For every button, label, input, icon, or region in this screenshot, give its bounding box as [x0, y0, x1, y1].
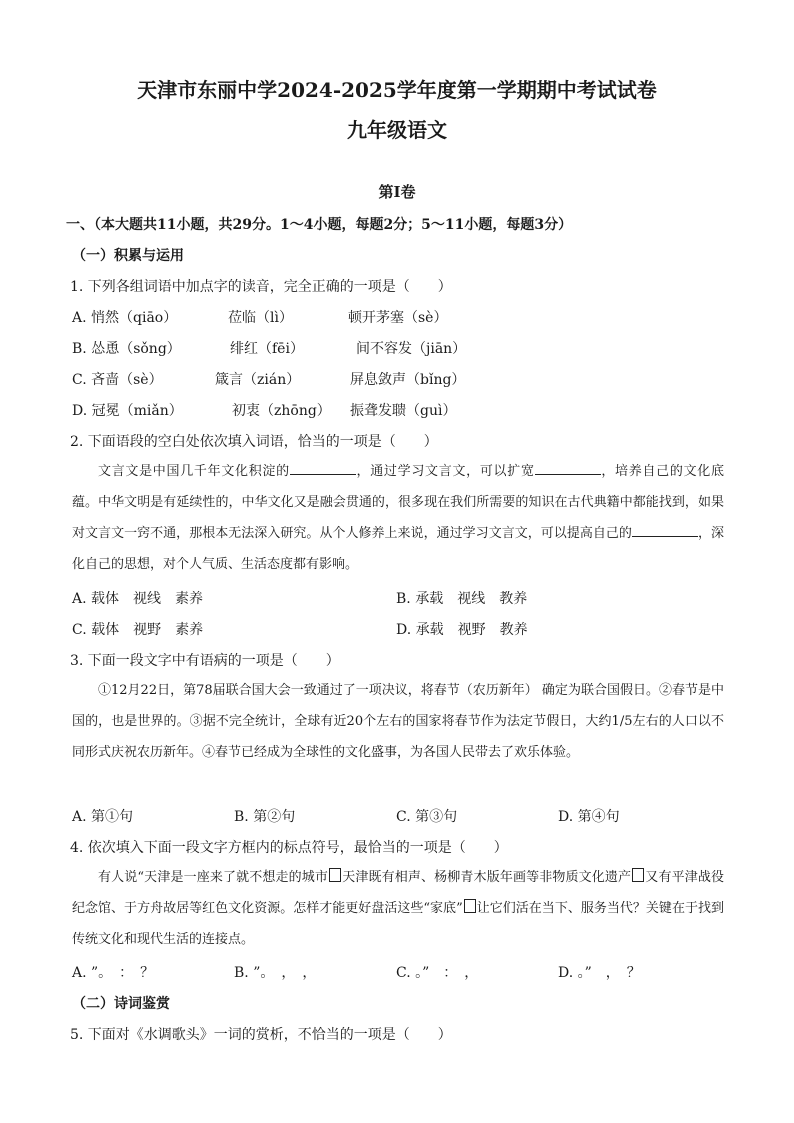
subsection-heading-2: （二）诗词鉴赏	[72, 996, 170, 1012]
q2-option-c: C. 载体 视野 素养	[72, 622, 204, 638]
punctuation-box-1	[329, 868, 341, 882]
exam-subtitle: 九年级语文	[347, 118, 447, 142]
q4-passage-part-1: 有人说“天津是一座来了就不想走的城市	[98, 870, 329, 885]
section-heading: 一、（本大题共11小题，共29分。1～4小题，每题2分；5～11小题，每题3分）	[66, 217, 573, 233]
q2-passage-part-2: ，通过学习文言文，可以扩宽	[355, 464, 535, 479]
q4-passage-part-3: 又有平津战役纪念馆、于方舟故居等红色文化资源。怎样才能更好盘活这些“家底”	[72, 870, 724, 916]
q1-option-a-3: 顿开茅塞（sè）	[348, 310, 448, 326]
q1-option-c-3: 屏息敛声（bǐng）	[350, 372, 466, 388]
q2-passage-part-3: ，培养自己的文化底蕴。中华文明是有延续性的，中华文化又是融会贯通的，很多现在我们所需要的知识在古代典籍中都能找到，如果对文言文一窍不通，那根本无法深入研究。从个人修养上来说，通过学习文言文，可以提高自己的	[72, 464, 724, 541]
q3-option-c: C. 第③句	[396, 809, 458, 825]
q3-option-a: A. 第①句	[72, 809, 134, 825]
question-1-stem: 1. 下列各组词语中加点字的读音，完全正确的一项是（ ）	[70, 279, 452, 295]
part-title: 第Ⅰ卷	[378, 183, 416, 201]
subsection-heading-1: （一）积累与运用	[72, 248, 184, 264]
q4-option-b: B. ”。 ， ，	[234, 965, 317, 981]
q2-passage-part-1: 文言文是中国几千年文化积淀的	[98, 464, 290, 479]
q4-passage-part-2: 天津既有相声、杨柳青木版年画等非物质文化遗产	[342, 870, 632, 885]
question-4-passage	[72, 862, 724, 955]
q4-option-c: C. 。” ： ，	[396, 965, 479, 981]
q3-option-d: D. 第④句	[558, 809, 620, 825]
question-2-passage	[72, 456, 724, 580]
q1-option-c-1: C. 吝啬（sè）	[72, 372, 163, 388]
question-3-stem: 3. 下面一段文字中有语病的一项是（ ）	[70, 653, 340, 669]
q4-option-d: D. 。” ， ？	[558, 965, 641, 981]
q1-option-d-3: 振聋发聩（guì）	[350, 403, 457, 419]
punctuation-box-2	[632, 868, 644, 882]
exam-title: 天津市东丽中学2024-2025学年度第一学期期中考试试卷	[137, 78, 657, 102]
blank-3	[632, 522, 698, 537]
punctuation-box-3	[464, 899, 476, 913]
q1-option-d-1: D. 冠冕（miǎn）	[72, 403, 183, 419]
question-4-stem: 4. 依次填入下面一段文字方框内的标点符号，最恰当的一项是（ ）	[70, 840, 508, 856]
question-5-stem: 5. 下面对《水调歌头》一词的赏析，不恰当的一项是（ ）	[70, 1027, 452, 1043]
q2-option-b: B. 承载 视线 教养	[396, 591, 528, 607]
q1-option-a-2: 莅临（lì）	[228, 310, 293, 326]
q2-passage-part-4: ，深化自己的思想，对个人气质、生活态度都有影响。	[72, 526, 724, 572]
question-2-stem: 2. 下面语段的空白处依次填入词语，恰当的一项是（ ）	[70, 434, 438, 450]
q4-option-a: A. ”。 ： ？	[72, 965, 155, 981]
q1-option-b-3: 间不容发（jiān）	[356, 341, 467, 357]
q1-option-b-1: B. 怂恿（sǒng）	[72, 341, 181, 357]
q2-option-a: A. 载体 视线 素养	[72, 591, 204, 607]
q1-option-d-2: 初衷（zhōng）	[232, 403, 331, 419]
blank-2	[535, 460, 601, 475]
q4-passage-part-4: 让它们活在当下、服务当代？关键在于找到传统文化和现代生活的连接点。	[72, 901, 724, 947]
q1-option-c-2: 箴言（zián）	[215, 372, 301, 388]
q1-option-b-2: 绯红（fēi）	[230, 341, 304, 357]
q3-option-b: B. 第②句	[234, 809, 296, 825]
q1-option-a-1: A. 悄然（qiāo）	[72, 310, 178, 326]
q2-option-d: D. 承载 视野 教养	[396, 622, 528, 638]
question-3-passage: ①12月22日，第78届联合国大会一致通过了一项决议，将春节（农历新年） 确定为联合国假日。②春节是中国的，也是世界的。③据不完全统计，全球有近20个左右的国家将春节作为法定节假日，大约1/5左右的人口以不同形式庆祝农历新年。④春节已经成为全球性的文化盛事，为各国人民带去了欢乐体验。	[72, 683, 724, 760]
blank-1	[290, 460, 356, 475]
